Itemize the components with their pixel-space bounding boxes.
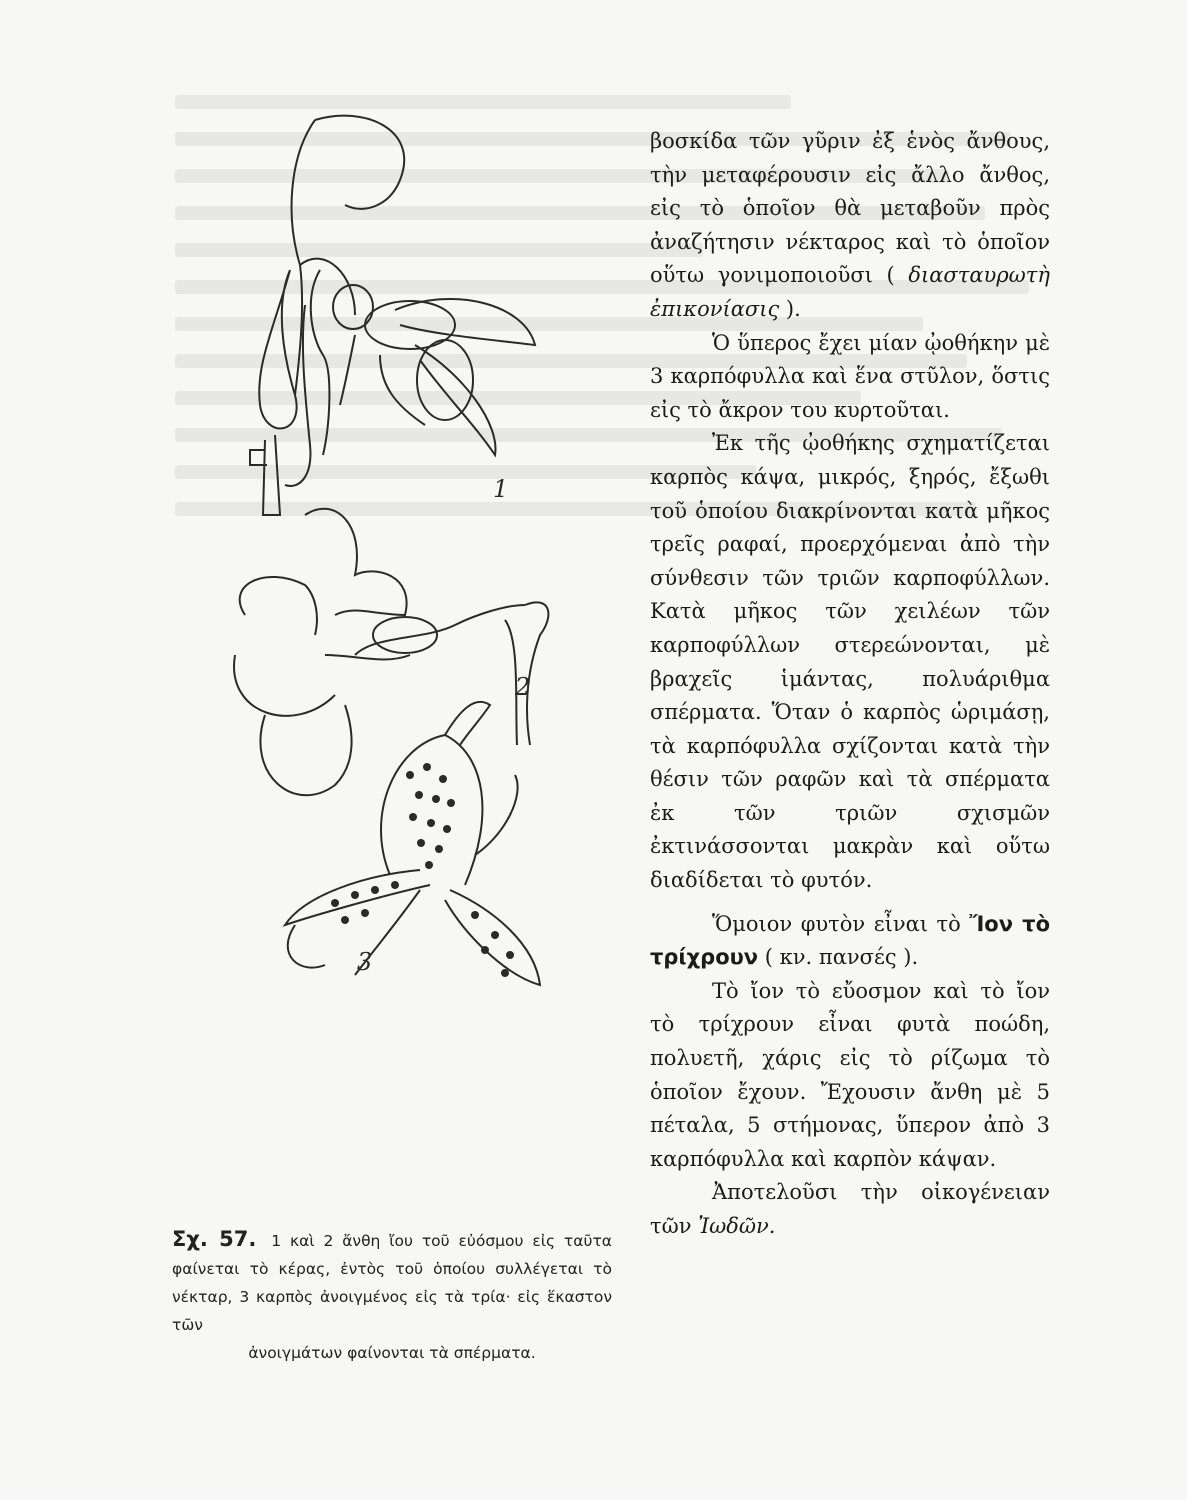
figure-label-2: 2 <box>515 673 531 701</box>
figure-caption <box>172 1225 612 1367</box>
caption-last-line: ἀνοιγμάτων φαίνονται τὰ σπέρματα. <box>248 1344 536 1362</box>
paragraph-summary: Τὸ ἴον τὸ εὔοσμον καὶ τὸ ἴον τὸ τρίχρουν εἶναι φυτὰ ποώδη, πολυετῆ, χάρις εἰς τὸ ρίζωμα τὸ ὁποῖον ἔχουν. Ἔχουσιν ἄνθη μὲ 5 πέταλα, 5 στήμονας, ὕπερον ἀπὸ 3 καρπόφυλλα καὶ καρπὸν κάψαν. <box>650 978 1050 1171</box>
term-pansy: Ἴον τὸ τρίχρουν <box>650 911 1050 970</box>
paragraph-6-text: Ἀποτελοῦσι τὴν οἰκογένειαν τῶν <box>650 1180 1050 1238</box>
figure-label-3: 3 <box>357 948 373 976</box>
paragraph-family <box>650 1176 1050 1243</box>
term-family-name: Ἰωδῶν. <box>698 1214 776 1238</box>
figure-number: Σχ. 57. <box>172 1227 257 1251</box>
paragraph-4-end: ( κν. πανσές ). <box>764 945 919 970</box>
paragraph-continued <box>650 125 1050 327</box>
paragraph-1-text: βοσκίδα τῶν γῦριν ἐξ ἑνὸς ἄνθους, τὴν μεταφέρουσιν εἰς ἄλλο ἄνθος, εἰς τὸ ὁποῖον θὰ μεταβοῦν πρὸς ἀναζήτησιν νέκταρος καὶ τὸ ὁποῖον οὕτω γονιμοποιοῦσι ( <box>650 129 1050 288</box>
paragraph-fruit: Ἐκ τῆς ᾠοθήκης σχηματίζεται καρπὸς κάψα, μικρός, ξηρός, ἔξωθι τοῦ ὁποίου διακρίνονται κατὰ μῆκος τρεῖς ραφαί, προερχόμεναι ἀπὸ τὴν σύνθεσιν τῶν τριῶν καρποφύλλων. Κατὰ μῆκος τῶν χειλέων τῶν καρποφύλλων στερεώνονται, μὲ βραχεῖς ἱμάντας, πολυάριθμα σπέρματα. Ὅταν ὁ καρπὸς ὡριμάσῃ, τὰ καρπόφυλλα σχίζονται κατὰ τὴν θέσιν τῶν ραφῶν καὶ τὰ σπέρματα ἐκ τῶν τριῶν σχισμῶν ἐκτινάσσονται μακρὰν καὶ οὕτω διαδίδεται τὸ φυτόν. <box>650 431 1050 893</box>
term-cross-pollination: διασταυρωτὴ ἐπικονίασις <box>650 263 1050 321</box>
flower-side-view <box>234 509 548 795</box>
paragraph-pistil: Ὁ ὕπερος ἔχει μίαν ᾠοθήκην μὲ 3 καρπόφυλλα καὶ ἕνα στῦλον, ὅστις εἰς τὸ ἄκρον του κυρτοῦται. <box>650 330 1050 422</box>
body-text-column <box>650 125 1050 1244</box>
paragraph-4-text: Ὅμοιον φυτὸν εἶναι τὸ <box>712 911 961 936</box>
paragraph-pansy <box>650 908 1050 975</box>
flower-section-with-bee <box>250 116 535 515</box>
illustration-svg <box>205 95 625 1005</box>
figure-label-1: 1 <box>493 475 509 503</box>
opened-fruit-capsule <box>285 702 540 985</box>
caption-body: 1 καὶ 2 ἄνθη ἴου τοῦ εὐόσμου εἰς ταῦτα φαίνεται τὸ κέρας, ἐντὸς τοῦ ὁποίου συλλέγεται τὸ νέκταρ, 3 καρπὸς ἀνοιγμένος εἰς τὰ τρία· εἰς ἕκαστον τῶν <box>172 1232 612 1334</box>
violet-flower-illustration <box>205 95 625 1005</box>
paragraph-1-end: ). <box>785 296 801 321</box>
